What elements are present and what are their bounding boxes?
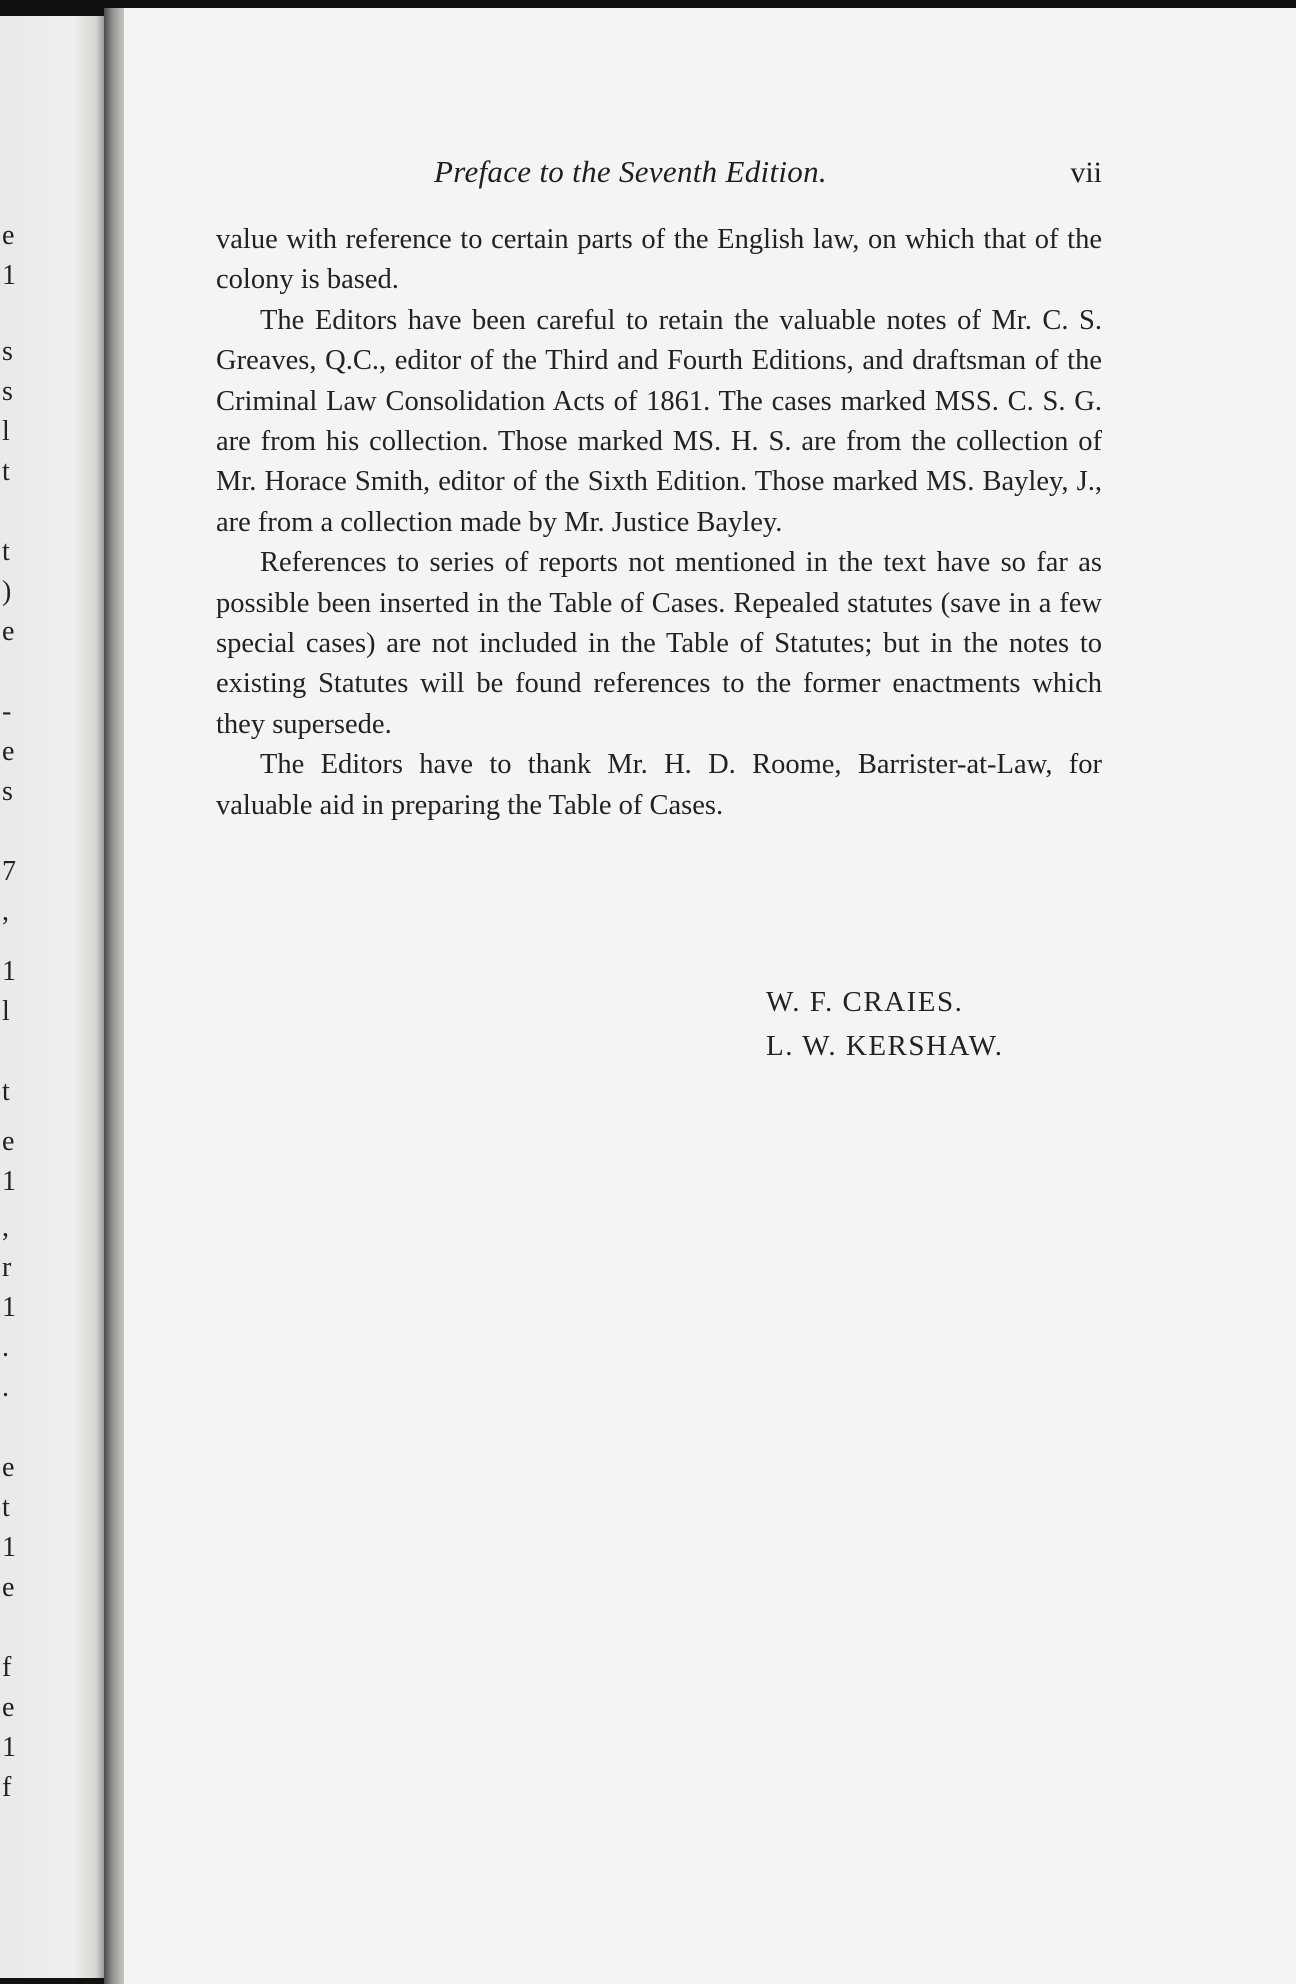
facing-page-fragment: e bbox=[2, 1452, 15, 1483]
facing-page-fragment: , bbox=[2, 896, 9, 927]
facing-page-fragment: f bbox=[2, 1652, 12, 1683]
facing-page-fragment: - bbox=[2, 696, 12, 727]
paragraph-references: References to series of reports not mentioned in the text have so far as possible been inserted in the Table of Cases. Repealed statutes (save in a few special cases) are not included in the Table of Statutes; but in the notes to existing Statutes will be found references to the former enactments which they supersede. bbox=[216, 547, 1102, 740]
facing-page-fragment: . bbox=[2, 1332, 9, 1363]
paragraph-notes: The Editors have been careful to retain the valuable notes of Mr. C. S. Greaves, Q.C., editor of the Third and Fourth Editions, and draftsman of the Criminal Law Consolidation Acts of 1861. The cases marked MSS. C. S. G. are from his collection. Those marked MS. H. S. are from the collection of Mr. Horace Smith, editor of the Sixth Edition. Those marked MS. Bayley, J., are from a collection made by Mr. Justice Bayley. bbox=[216, 304, 1102, 538]
signature-block bbox=[766, 980, 1004, 1068]
facing-page-fragment: e bbox=[2, 220, 15, 251]
paragraph-acknowledgement: The Editors have to thank Mr. H. D. Roome, Barrister-at-Law, for valuable aid in preparing the Table of Cases. bbox=[216, 749, 1102, 821]
facing-page-fragment: 1 bbox=[2, 1732, 16, 1763]
facing-page-fragment: l bbox=[2, 996, 10, 1027]
facing-page-fragment: 1 bbox=[2, 1532, 16, 1563]
facing-page-fragment: t bbox=[2, 1492, 10, 1523]
facing-page-fragment: 1 bbox=[2, 1292, 16, 1323]
facing-page-fragment: e bbox=[2, 1692, 15, 1723]
facing-page-fragment: f bbox=[2, 1772, 12, 1803]
facing-page-fragment: s bbox=[2, 336, 13, 367]
facing-page-fragment: e bbox=[2, 1572, 15, 1603]
facing-page-edge bbox=[0, 16, 104, 1978]
facing-page-fragment: t bbox=[2, 456, 10, 487]
facing-page-fragment: 1 bbox=[2, 260, 16, 291]
facing-page-fragment: e bbox=[2, 736, 15, 767]
facing-page-fragment: s bbox=[2, 776, 13, 807]
signature-kershaw: L. W. KERSHAW. bbox=[766, 1030, 1004, 1062]
facing-page-fragment: , bbox=[2, 1212, 9, 1243]
running-title: Preface to the Seventh Edition. bbox=[434, 154, 827, 189]
facing-page-fragment: e bbox=[2, 616, 15, 647]
facing-page-fragment: ) bbox=[2, 576, 12, 607]
book-gutter-shadow bbox=[104, 8, 126, 1984]
facing-page-fragment: t bbox=[2, 536, 10, 567]
page-header bbox=[310, 150, 1102, 194]
facing-page-fragment: r bbox=[2, 1252, 12, 1283]
facing-page-fragment: l bbox=[2, 416, 10, 447]
facing-page-fragment: 1 bbox=[2, 1166, 16, 1197]
paragraph-continuation: value with reference to certain parts of the English law, on which that of the colony is based. bbox=[216, 224, 1102, 296]
facing-page-fragment: 1 bbox=[2, 956, 16, 987]
facing-page-fragment: e bbox=[2, 1126, 15, 1157]
facing-page-fragment: s bbox=[2, 376, 13, 407]
facing-page-fragment: t bbox=[2, 1076, 10, 1107]
page-number: vii bbox=[1070, 156, 1102, 189]
facing-page-fragment: . bbox=[2, 1372, 9, 1403]
signature-craies: W. F. CRAIES. bbox=[766, 986, 964, 1018]
facing-page-fragment: 7 bbox=[2, 856, 16, 887]
preface-body bbox=[216, 220, 1102, 826]
